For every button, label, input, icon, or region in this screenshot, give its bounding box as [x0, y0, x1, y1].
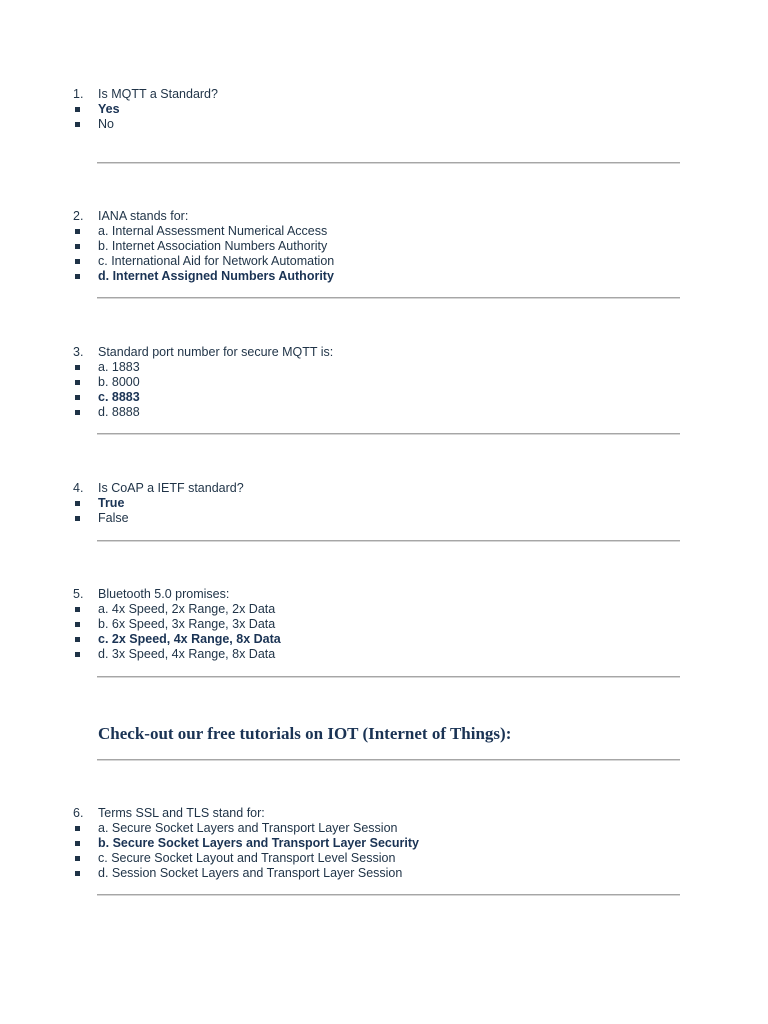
option-correct: c. 8883 — [98, 390, 140, 404]
option-label: b. Internet Association Numbers Authority — [98, 239, 328, 253]
square-bullet-icon — [75, 871, 80, 876]
option-label: d. 8888 — [98, 405, 140, 419]
question-number: 1. — [73, 87, 84, 101]
option-correct: True — [98, 496, 125, 510]
option-label: c. Secure Socket Layout and Transport Level Session — [98, 851, 396, 865]
separator-line — [97, 540, 680, 542]
question-number: 3. — [73, 345, 84, 359]
promo-heading[interactable]: Check-out our free tutorials on IOT (Internet of Things): — [98, 724, 512, 743]
question-number: 4. — [73, 481, 84, 495]
square-bullet-icon — [75, 365, 80, 370]
square-bullet-icon — [75, 410, 80, 415]
option-label: a. Internal Assessment Numerical Access — [98, 224, 328, 238]
option-label: c. International Aid for Network Automation — [98, 254, 335, 268]
separator-line — [97, 759, 680, 761]
option-correct: c. 2x Speed, 4x Range, 8x Data — [98, 632, 281, 646]
option-label: b. 6x Speed, 3x Range, 3x Data — [98, 617, 276, 631]
separator-line — [97, 433, 680, 435]
option-correct: d. Internet Assigned Numbers Authority — [98, 269, 334, 283]
option-label: d. 3x Speed, 4x Range, 8x Data — [98, 647, 276, 661]
separator-line — [97, 676, 680, 678]
square-bullet-icon — [75, 637, 80, 642]
square-bullet-icon — [75, 622, 80, 627]
square-bullet-icon — [75, 826, 80, 831]
square-bullet-icon — [75, 841, 80, 846]
square-bullet-icon — [75, 652, 80, 657]
square-bullet-icon — [75, 380, 80, 385]
square-bullet-icon — [75, 274, 80, 279]
option-label: False — [98, 511, 129, 525]
option-correct: Yes — [98, 102, 120, 116]
square-bullet-icon — [75, 229, 80, 234]
square-bullet-icon — [75, 501, 80, 506]
square-bullet-icon — [75, 516, 80, 521]
square-bullet-icon — [75, 856, 80, 861]
square-bullet-icon — [75, 122, 80, 127]
separator-line — [97, 297, 680, 299]
question-text: Is MQTT a Standard? — [98, 87, 218, 101]
option-label: a. 4x Speed, 2x Range, 2x Data — [98, 602, 276, 616]
option-correct: b. Secure Socket Layers and Transport Layer Security — [98, 836, 419, 850]
question-number: 6. — [73, 806, 84, 820]
separator-line — [97, 162, 680, 164]
square-bullet-icon — [75, 259, 80, 264]
square-bullet-icon — [75, 607, 80, 612]
option-label: d. Session Socket Layers and Transport Layer Session — [98, 866, 403, 880]
question-text: IANA stands for: — [98, 209, 189, 223]
separator-line — [97, 894, 680, 896]
option-label: a. Secure Socket Layers and Transport Layer Session — [98, 821, 398, 835]
question-text: Bluetooth 5.0 promises: — [98, 587, 230, 601]
question-text: Standard port number for secure MQTT is: — [98, 345, 334, 359]
question-text: Is CoAP a IETF standard? — [98, 481, 244, 495]
question-number: 2. — [73, 209, 84, 223]
option-label: a. 1883 — [98, 360, 140, 374]
option-label: b. 8000 — [98, 375, 140, 389]
square-bullet-icon — [75, 395, 80, 400]
question-text: Terms SSL and TLS stand for: — [98, 806, 265, 820]
option-label: No — [98, 117, 114, 131]
square-bullet-icon — [75, 244, 80, 249]
square-bullet-icon — [75, 107, 80, 112]
question-number: 5. — [73, 587, 84, 601]
